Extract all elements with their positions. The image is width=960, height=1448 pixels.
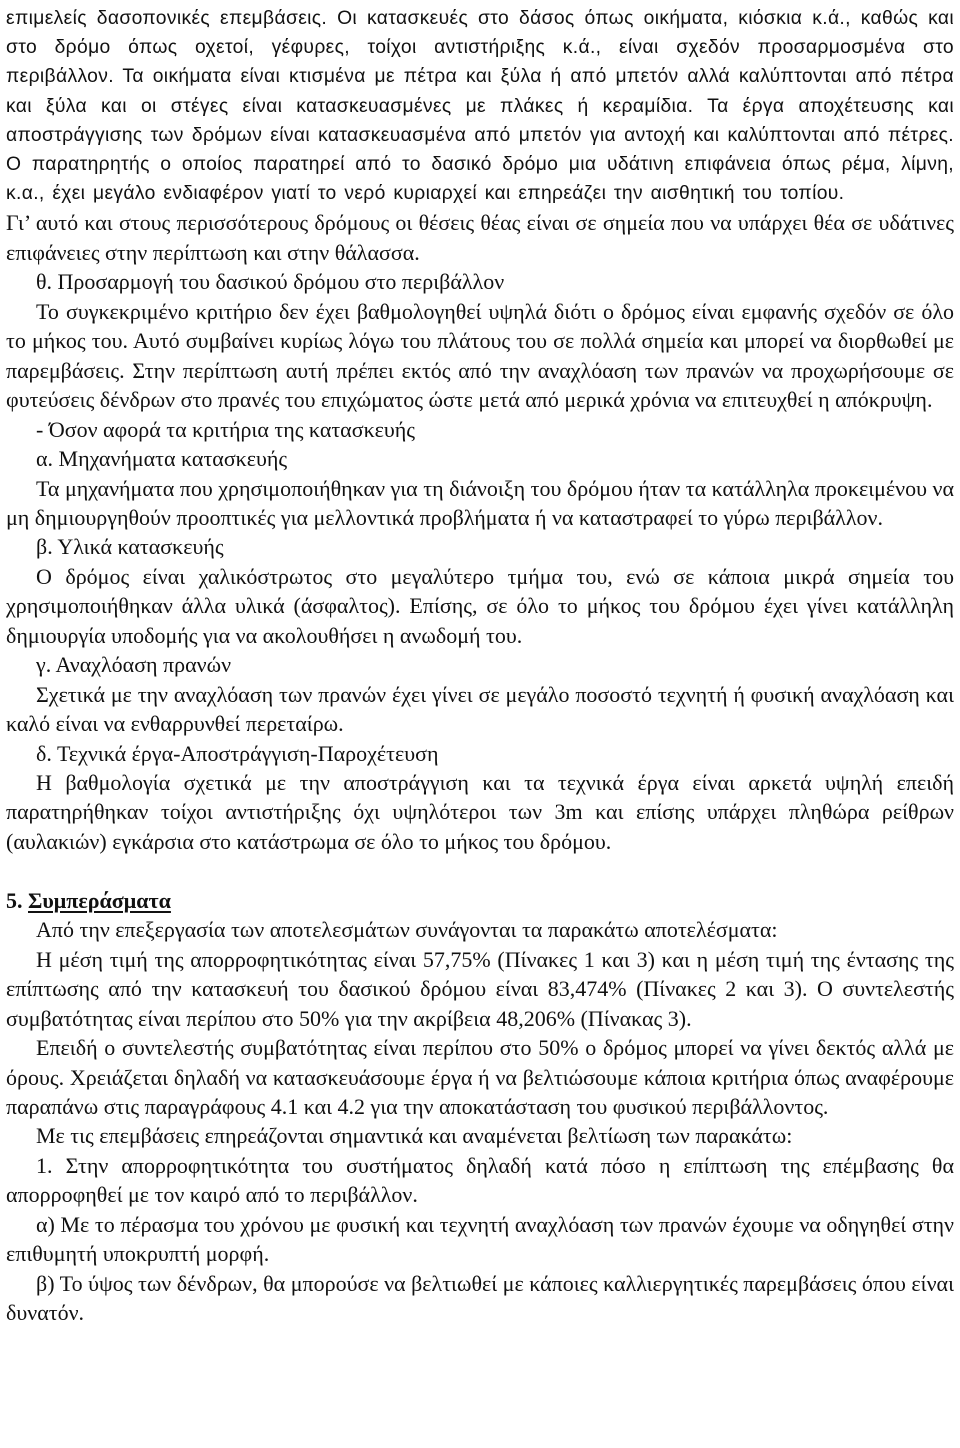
paragraph-text: επιμελείς δασοπονικές επεμβάσεις. Οι κατασκευές στο δάσος όπως οικήματα, κιόσκια κ.ά., καθώς και στο δρόμο όπως οχετοί, γέφυρες, τοίχοι αντιστήριξης κ.ά., είναι σχεδόν προσαρμοσμένα στο περιβάλλον. Τα οικήματα είναι κτισμένα με πέτρα και ξύλα ή από μπετόν αλλά καλύπτονται από πέτρα και ξύλα και οι στέγες είναι κατασκευασμένες με πλάκες ή κεραμίδια. Τα έργα αποχέτευσης και αποστράγγισης των δρόμων είναι κατασκευασμένα από μπετόν για αντοχή και καλύπτονται από πέτρες. Ο παρατηρητής ο οποίος παρατηρεί από το δασικό δρόμο μια υδάτινη επιφάνεια όπως ρέμα, λίμνη, κ.α., έχει μεγάλο ενδιαφέρον γιατί το νερό κυριαρχεί και επηρεάζει την αισθητική του τοπίου. [6, 8, 954, 205]
body-paragraph: Η μέση τιμή της απορροφητικότητας είναι 57,75% (Πίνακες 1 και 3) και η μέση τιμή της έντασης της επίπτωσης από την κατασκευή του δασικού δρόμου είναι 83,474% (Πίνακες 2 και 3). Ο συντελεστής συμβατότητας είναι περίπου στο 50% για την ακρίβεια 48,206% (Πίνακας 3). [6, 946, 954, 1031]
body-paragraph: Η βαθμολογία σχετικά με την αποστράγγιση και τα τεχνικά έργα είναι αρκετά υψηλή επειδή παρατηρήθηκαν τοίχοι αντιστήριξης όχι υψηλότεροι των 3m και επίσης υπάρχει πληθώρα ρείθρων (αυλακιών) εγκάρσια στο κατάστρωμα σε όλο το μήκος του δρόμου. [6, 770, 954, 854]
subsection-heading: α. Μηχανήματα κατασκευής [36, 446, 288, 472]
list-item: β) Το ύψος των δένδρων, θα μπορούσε να βελτιωθεί με κάποιες καλλιεργητικές παρεμβάσεις όπου είναι δυνατόν. [6, 1270, 954, 1326]
subsection-heading: γ. Αναχλόαση πρανών [36, 652, 232, 678]
subsection-heading: - Όσον αφορά τα κριτήρια της κατασκευής [36, 416, 416, 442]
subsection-heading: δ. Τεχνικά έργα-Αποστράγγιση-Παροχέτευση [36, 740, 439, 766]
subsection-heading: β. Υλικά κατασκευής [36, 534, 224, 560]
body-paragraph: Το συγκεκριμένο κριτήριο δεν έχει βαθμολογηθεί υψηλά διότι ο δρόμος είναι εμφανής σχεδόν σε όλο το μήκος του. Αυτό συμβαίνει κυρίως λόγω του πλάτους του σε πολλά σημεία και μπορεί να διορθωθεί με παρεμβάσεις. Στην περίπτωση αυτή πρέπει εκτός από την αναχλόαση των πρανών να προχωρήσουμε σε φυτεύσεις δένδρων στο πρανές του επιχώματος ώστε μετά από μερικά χρόνια να επιτευχθεί η απόκρυψη. [6, 298, 954, 413]
subsection-heading: θ. Προσαρμογή του δασικού δρόμου στο περιβάλλον [36, 269, 505, 295]
body-paragraph: Σχετικά με την αναχλόαση των πρανών έχει γίνει σε μεγάλο ποσοστό τεχνητή ή φυσική αναχλόαση και καλό είναι να ενθαρρυνθεί περεταίρω. [6, 681, 954, 737]
section-title: Συμπεράσματα [28, 887, 171, 913]
body-paragraph: Με τις επεμβάσεις επηρεάζονται σημαντικά και αναμένεται βελτίωση των παρακάτω: [36, 1123, 793, 1149]
list-item: α) Με το πέρασμα του χρόνου με φυσική και τεχνητή αναχλόαση των πρανών έχουμε να οδηγηθεί στην επιθυμητή υποκρυπτή μορφή. [6, 1211, 954, 1267]
body-paragraph [6, 208, 954, 267]
list-item: 1. Στην απορροφητικότητα του συστήματος δηλαδή κατά πόσο η επίπτωση της επέμβασης θα απορροφηθεί με τον καιρό από το περιβάλλον. [6, 1152, 954, 1208]
body-paragraph: Ο δρόμος είναι χαλικόστρωτος στο μεγαλύτερο τμήμα του, ενώ σε κάποια μικρά σημεία του χρησιμοποιήθηκαν άλλα υλικά (άσφαλτος). Επίσης, σε όλο το μήκος του δρόμου έχει γίνει κατάλληλη δημιουργία υποδομής για να ακολουθήσει η ανωδομή του. [6, 563, 954, 648]
section-heading [6, 886, 954, 915]
paragraph-text: Γι’ αυτό και στους περισσότερους δρόμους οι θέσεις θέας είναι σε σημεία που να υπάρχει θέα σε υδάτινες επιφάνειες στην περίπτωση και στην θάλασσα. [6, 210, 954, 265]
document-page [6, 0, 954, 1448]
body-paragraph: Τα μηχανήματα που χρησιμοποιήθηκαν για τη διάνοιξη του δρόμου ήταν τα κατάλληλα προκειμένου να μη δημιουργηθούν προοπτικές για μελλοντικά προβλήματα ή να καταστραφεί το γύρω περιβάλλον. [6, 475, 954, 530]
body-paragraph: Από την επεξεργασία των αποτελεσμάτων συνάγονται τα παρακάτω αποτελέσματα: [36, 917, 778, 943]
body-paragraph: Επειδή ο συντελεστής συμβατότητας είναι περίπου στο 50% ο δρόμος μπορεί να γίνει δεκτός αλλά με όρους. Χρειάζεται δηλαδή να κατασκευάσουμε έργα ή να βελτιώσουμε κάποια κριτήρια όπως αναφέρουμε παραπάνω στις παραγράφους 4.1 και 4.2 για την αποκατάσταση του φυσικού περιβάλλοντος. [6, 1035, 954, 1119]
section-number: 5. [6, 887, 23, 913]
body-paragraph [6, 0, 954, 208]
